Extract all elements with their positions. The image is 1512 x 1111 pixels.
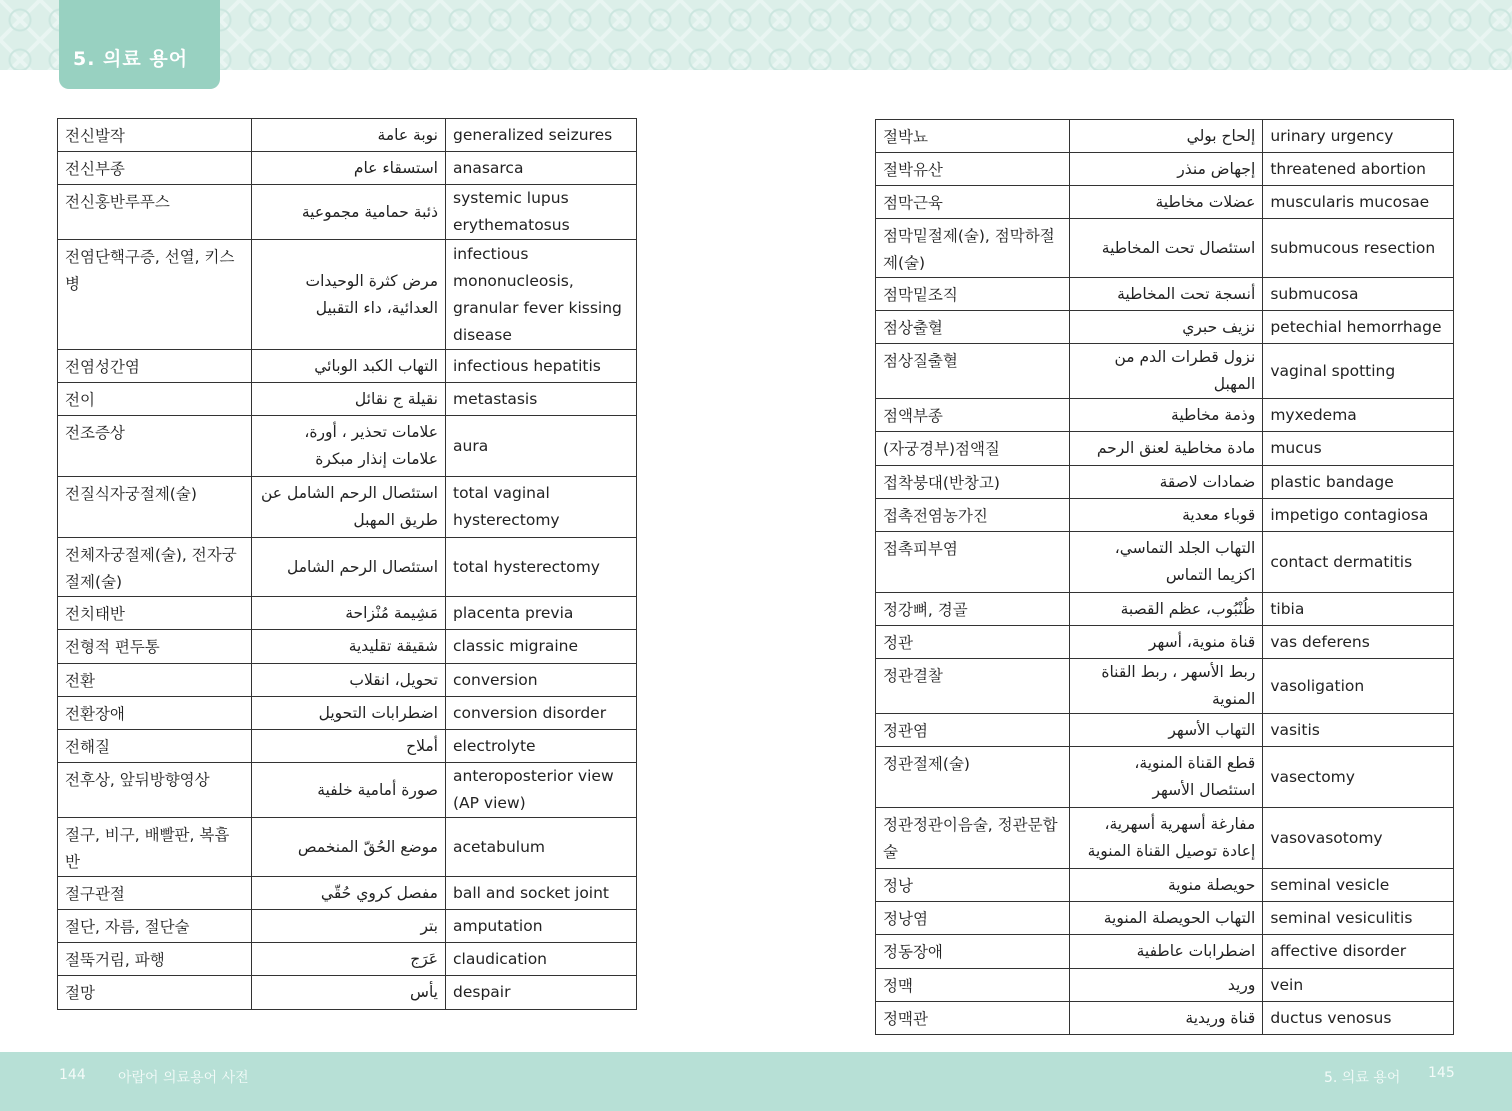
arabic-term-cell: نزول قطرات الدم من المهبل xyxy=(1069,344,1263,399)
table-row xyxy=(876,869,1454,902)
korean-term-cell: 정관결찰 xyxy=(876,659,1070,714)
left-glossary-table xyxy=(57,118,637,1010)
english-term-cell: infectious hepatitis xyxy=(446,350,637,383)
english-term-cell: placenta previa xyxy=(446,597,637,630)
arabic-term-cell: التهاب الكبد الوبائي xyxy=(252,350,446,383)
korean-term-cell: 전이 xyxy=(58,383,252,416)
english-term-cell: vaginal spotting xyxy=(1263,344,1454,399)
english-term-cell: ductus venosus xyxy=(1263,1002,1454,1035)
arabic-term-cell: ذئبة حمامية مجموعية xyxy=(252,185,446,240)
korean-term-cell: 접촉피부염 xyxy=(876,532,1070,593)
arabic-term-cell: نزيف حبري xyxy=(1069,311,1263,344)
table-row xyxy=(58,943,637,976)
english-term-cell: seminal vesiculitis xyxy=(1263,902,1454,935)
english-term-cell: anasarca xyxy=(446,152,637,185)
english-term-cell: submucosa xyxy=(1263,278,1454,311)
table-row xyxy=(876,969,1454,1002)
korean-term-cell: 정관 xyxy=(876,626,1070,659)
arabic-term-cell: صورة أمامية خلفية xyxy=(252,763,446,818)
arabic-term-cell: مرض كثرة الوحيدات العدائية، داء التقبيل xyxy=(252,240,446,350)
arabic-term-cell: اضطرابات عاطفية xyxy=(1069,935,1263,969)
table-row xyxy=(876,593,1454,626)
table-row xyxy=(876,499,1454,532)
table-row xyxy=(58,976,637,1010)
arabic-term-cell: استئصال تحت المخاطية xyxy=(1069,219,1263,278)
english-term-cell: conversion disorder xyxy=(446,697,637,730)
table-row xyxy=(876,659,1454,714)
table-row xyxy=(58,730,637,763)
english-term-cell: vasitis xyxy=(1263,714,1454,747)
english-term-cell: total hysterectomy xyxy=(446,538,637,597)
english-term-cell: muscularis mucosae xyxy=(1263,186,1454,219)
arabic-term-cell: التهاب الحويصلة المنوية xyxy=(1069,902,1263,935)
arabic-term-cell: بتر xyxy=(252,910,446,943)
korean-term-cell: 전질식자궁절제(술) xyxy=(58,477,252,538)
english-term-cell: tibia xyxy=(1263,593,1454,626)
korean-term-cell: 전신부종 xyxy=(58,152,252,185)
table-row xyxy=(876,532,1454,593)
english-term-cell: vasovasotomy xyxy=(1263,808,1454,869)
arabic-term-cell: عَرَج xyxy=(252,943,446,976)
table-row xyxy=(58,910,637,943)
korean-term-cell: 절박뇨 xyxy=(876,120,1070,153)
table-row xyxy=(876,466,1454,499)
english-term-cell: contact dermatitis xyxy=(1263,532,1454,593)
english-term-cell: affective disorder xyxy=(1263,935,1454,969)
english-term-cell: systemic lupus erythematosus xyxy=(446,185,637,240)
english-term-cell: total vaginal hysterectomy xyxy=(446,477,637,538)
table-row xyxy=(58,630,637,664)
english-term-cell: vasoligation xyxy=(1263,659,1454,714)
table-row xyxy=(58,240,637,350)
korean-term-cell: 접착붕대(반창고) xyxy=(876,466,1070,499)
english-term-cell: anteroposterior view (AP view) xyxy=(446,763,637,818)
table-row xyxy=(58,416,637,477)
arabic-term-cell: نوبة عامة xyxy=(252,119,446,152)
arabic-term-cell: ربط الأسهر ، ربط القناة المنوية xyxy=(1069,659,1263,714)
table-row xyxy=(58,597,637,630)
table-row xyxy=(58,697,637,730)
korean-term-cell: 절단, 자름, 절단술 xyxy=(58,910,252,943)
english-term-cell: vasectomy xyxy=(1263,747,1454,808)
table-row xyxy=(58,383,637,416)
arabic-term-cell: قناة وريدية xyxy=(1069,1002,1263,1035)
table-row xyxy=(876,153,1454,186)
english-term-cell: generalized seizures xyxy=(446,119,637,152)
arabic-term-cell: عضلات مخاطية xyxy=(1069,186,1263,219)
korean-term-cell: 정관정관이음술, 정관문합술 xyxy=(876,808,1070,869)
english-term-cell: impetigo contagiosa xyxy=(1263,499,1454,532)
korean-term-cell: 절망 xyxy=(58,976,252,1010)
korean-term-cell: 전신발작 xyxy=(58,119,252,152)
korean-term-cell: (자궁경부)점액질 xyxy=(876,432,1070,466)
table-row xyxy=(58,152,637,185)
arabic-term-cell: قطع القناة المنوية، استئصال الأسهر xyxy=(1069,747,1263,808)
korean-term-cell: 절뚝거림, 파행 xyxy=(58,943,252,976)
english-term-cell: vas deferens xyxy=(1263,626,1454,659)
arabic-term-cell: مفارغة أسهرية أسهرية، إعادة توصيل القناة المنوية xyxy=(1069,808,1263,869)
korean-term-cell: 정맥 xyxy=(876,969,1070,1002)
english-term-cell: aura xyxy=(446,416,637,477)
arabic-term-cell: وذمة مخاطية xyxy=(1069,399,1263,432)
arabic-term-cell: إلحاح بولي xyxy=(1069,120,1263,153)
arabic-term-cell: قناة منوية، أسهر xyxy=(1069,626,1263,659)
english-term-cell: threatened abortion xyxy=(1263,153,1454,186)
english-term-cell: petechial hemorrhage xyxy=(1263,311,1454,344)
arabic-term-cell: استئصال الرحم الشامل xyxy=(252,538,446,597)
left-book-title: 아랍어 의료용어 사전 xyxy=(118,1070,249,1086)
korean-term-cell: 전염단핵구증, 선열, 키스병 xyxy=(58,240,252,350)
arabic-term-cell: أملاح xyxy=(252,730,446,763)
korean-term-cell: 전신홍반루푸스 xyxy=(58,185,252,240)
arabic-term-cell: قوباء معدية xyxy=(1069,499,1263,532)
table-row xyxy=(58,477,637,538)
arabic-term-cell: تحويل، انقلاب xyxy=(252,664,446,697)
korean-term-cell: 점상질출혈 xyxy=(876,344,1070,399)
korean-term-cell: 정낭 xyxy=(876,869,1070,902)
korean-term-cell: 점액부종 xyxy=(876,399,1070,432)
table-row xyxy=(876,432,1454,466)
korean-term-cell: 접촉전염농가진 xyxy=(876,499,1070,532)
table-row xyxy=(58,763,637,818)
korean-term-cell: 전염성간염 xyxy=(58,350,252,383)
korean-term-cell: 점막근육 xyxy=(876,186,1070,219)
table-row xyxy=(58,538,637,597)
table-row xyxy=(876,120,1454,153)
table-row xyxy=(58,185,637,240)
arabic-term-cell: ظُنْبُوب، عظم القصبة xyxy=(1069,593,1263,626)
table-row xyxy=(876,344,1454,399)
english-term-cell: urinary urgency xyxy=(1263,120,1454,153)
korean-term-cell: 전치태반 xyxy=(58,597,252,630)
korean-term-cell: 전환 xyxy=(58,664,252,697)
korean-term-cell: 전형적 편두통 xyxy=(58,630,252,664)
arabic-term-cell: مادة مخاطية لعنق الرحم xyxy=(1069,432,1263,466)
table-row xyxy=(876,219,1454,278)
english-term-cell: plastic bandage xyxy=(1263,466,1454,499)
arabic-term-cell: موضع الحُقّ المنخمص xyxy=(252,818,446,877)
arabic-term-cell: التهاب الأسهر xyxy=(1069,714,1263,747)
chapter-title: 5. 의료 용어 xyxy=(73,48,189,70)
korean-term-cell: 전후상, 앞뒤방향영상 xyxy=(58,763,252,818)
table-row xyxy=(876,626,1454,659)
english-term-cell: mucus xyxy=(1263,432,1454,466)
korean-term-cell: 절구, 비구, 배빨판, 복흡반 xyxy=(58,818,252,877)
arabic-term-cell: ضمادات لاصقة xyxy=(1069,466,1263,499)
table-row xyxy=(58,664,637,697)
english-term-cell: vein xyxy=(1263,969,1454,1002)
korean-term-cell: 절구관절 xyxy=(58,877,252,910)
arabic-term-cell: علامات تحذير ، أورة، علامات إنذار مبكرة xyxy=(252,416,446,477)
right-page-number: 145 xyxy=(1428,1065,1455,1081)
korean-term-cell: 정동장애 xyxy=(876,935,1070,969)
table-row xyxy=(58,119,637,152)
table-row xyxy=(876,311,1454,344)
arabic-term-cell: أنسجة تحت المخاطية xyxy=(1069,278,1263,311)
right-glossary-table xyxy=(875,119,1454,1035)
arabic-term-cell: مفصل كروي حُقّي xyxy=(252,877,446,910)
korean-term-cell: 정강뼈, 경골 xyxy=(876,593,1070,626)
english-term-cell: myxedema xyxy=(1263,399,1454,432)
table-row xyxy=(58,350,637,383)
arabic-term-cell: استئصال الرحم الشامل عن طريق المهبل xyxy=(252,477,446,538)
table-row xyxy=(876,714,1454,747)
table-row xyxy=(876,399,1454,432)
right-chapter-label: 5. 의료 용어 xyxy=(1324,1070,1401,1086)
table-row xyxy=(58,877,637,910)
arabic-term-cell: نقيلة ج نقائل xyxy=(252,383,446,416)
table-row xyxy=(58,818,637,877)
arabic-term-cell: وريد xyxy=(1069,969,1263,1002)
chapter-tab xyxy=(59,0,220,89)
table-row xyxy=(876,186,1454,219)
left-page-number: 144 xyxy=(59,1067,86,1083)
header-pattern-band xyxy=(0,0,1512,70)
english-term-cell: despair xyxy=(446,976,637,1010)
arabic-term-cell: التهاب الجلد التماسي، اكزيما التماس xyxy=(1069,532,1263,593)
korean-term-cell: 전해질 xyxy=(58,730,252,763)
english-term-cell: classic migraine xyxy=(446,630,637,664)
korean-term-cell: 절박유산 xyxy=(876,153,1070,186)
english-term-cell: electrolyte xyxy=(446,730,637,763)
arabic-term-cell: مَشِيمة مُنْزاحة xyxy=(252,597,446,630)
table-row xyxy=(876,902,1454,935)
english-term-cell: metastasis xyxy=(446,383,637,416)
korean-term-cell: 정맥관 xyxy=(876,1002,1070,1035)
korean-term-cell: 전체자궁절제(술), 전자궁절제(술) xyxy=(58,538,252,597)
table-row xyxy=(876,747,1454,808)
korean-term-cell: 점막밑절제(술), 점막하절제(술) xyxy=(876,219,1070,278)
korean-term-cell: 점상출혈 xyxy=(876,311,1070,344)
english-term-cell: ball and socket joint xyxy=(446,877,637,910)
english-term-cell: claudication xyxy=(446,943,637,976)
english-term-cell: conversion xyxy=(446,664,637,697)
english-term-cell: acetabulum xyxy=(446,818,637,877)
arabic-term-cell: استسقاء عام xyxy=(252,152,446,185)
korean-term-cell: 점막밑조직 xyxy=(876,278,1070,311)
korean-term-cell: 정관염 xyxy=(876,714,1070,747)
korean-term-cell: 전조증상 xyxy=(58,416,252,477)
korean-term-cell: 전환장애 xyxy=(58,697,252,730)
korean-term-cell: 정관절제(술) xyxy=(876,747,1070,808)
arabic-term-cell: إجهاض منذر xyxy=(1069,153,1263,186)
arabic-term-cell: شقيقة تقليدية xyxy=(252,630,446,664)
arabic-term-cell: اضطرابات التحويل xyxy=(252,697,446,730)
english-term-cell: seminal vesicle xyxy=(1263,869,1454,902)
english-term-cell: amputation xyxy=(446,910,637,943)
arabic-term-cell: يأس xyxy=(252,976,446,1010)
table-row xyxy=(876,1002,1454,1035)
table-row xyxy=(876,278,1454,311)
arabic-term-cell: حويصلة منوية xyxy=(1069,869,1263,902)
english-term-cell: infectious mononucleosis, granular fever kissing disease xyxy=(446,240,637,350)
korean-term-cell: 정낭염 xyxy=(876,902,1070,935)
english-term-cell: submucous resection xyxy=(1263,219,1454,278)
table-row xyxy=(876,935,1454,969)
table-row xyxy=(876,808,1454,869)
